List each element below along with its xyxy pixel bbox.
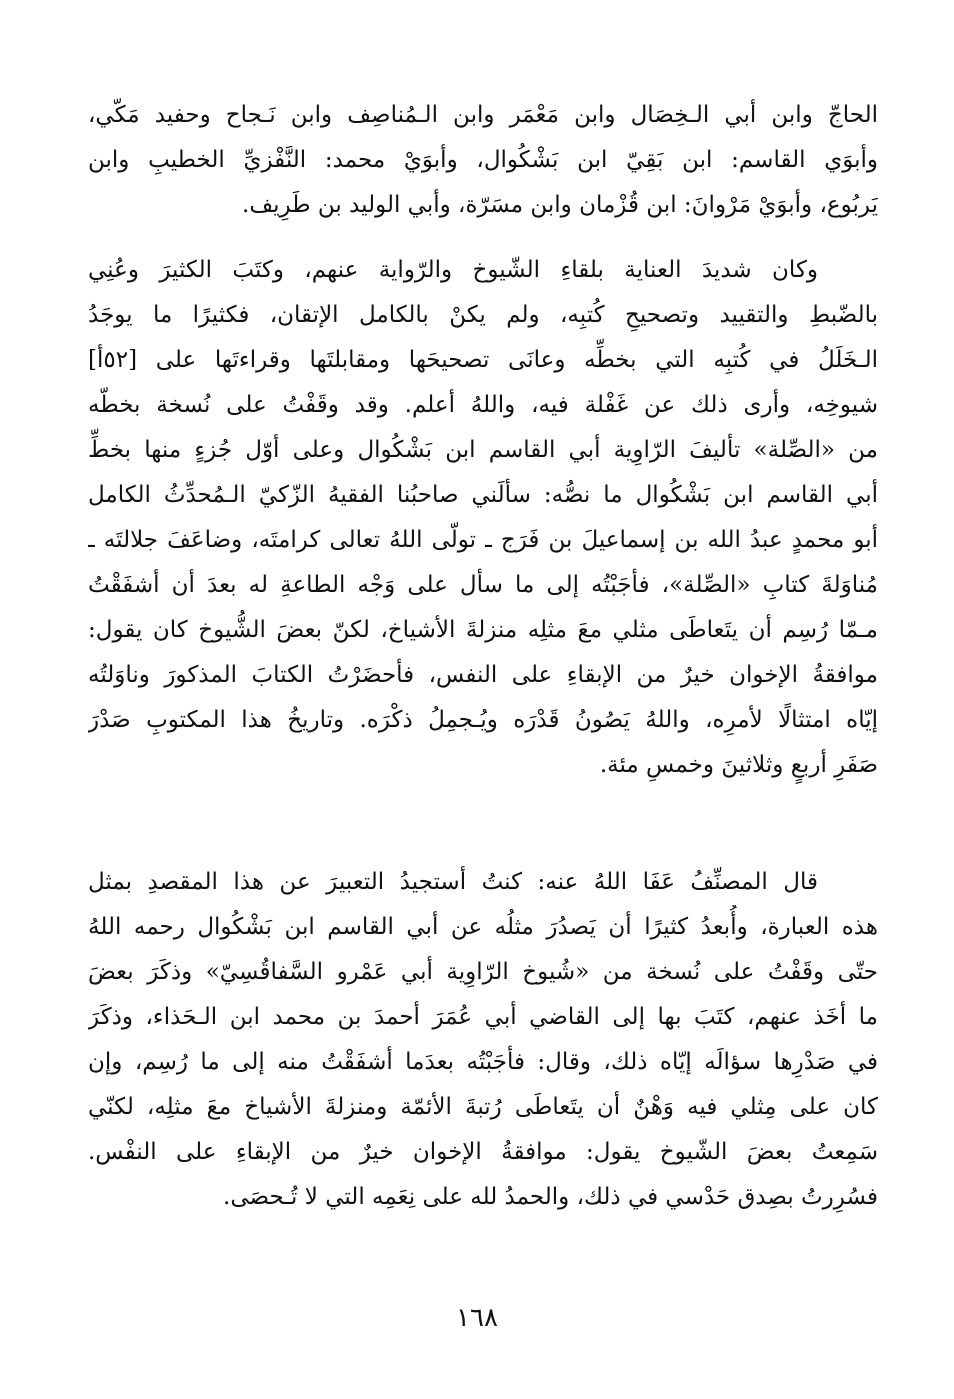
text-line: قال المصنِّفُ عَفَا اللهُ عنه: كنتُ أستجيدُ التعبيرَ عن هذا المقصدِ بمثل — [88, 869, 818, 895]
text-line: ما أخَذ عنهم، كتَبَ بها إلى القاضي أبي عُمَرَ أحمدَ بن محمد ابن الـحَذاء، وذكَرَ — [88, 1004, 878, 1030]
text-line: وكان شديدَ العناية بلقاءِ الشّيوخ والرّواية عنهم، وكتَبَ الكثيرَ وعُنِي — [88, 257, 818, 283]
text-line: من «الصِّلة» تأليفَ الرّاوِية أبي القاسم ابن بَشْكُوال وعلى أوّل جُزءٍ منها بخطِّ — [88, 437, 878, 463]
text-line: الـخَلَلُ في كُتبِه التي بخطِّه وعانَى تصحيحَها ومقابلتَها وقراءتَها على [٥٢أ] — [88, 347, 878, 373]
text-line: مُناوَلةَ كتابِ «الصِّلة»، فأجَبْتُه إلى ما سأل على وَجْه الطاعةِ له بعدَ أن أشفَقْتُ — [88, 572, 878, 598]
text-line: إيّاه امتثالًا لأمرِه، واللهُ يَصُونُ قَدْرَه ويُـجمِلُ ذكْرَه. وتاريخُ هذا المكتوبِ صَدْرَ — [88, 707, 878, 733]
paragraph-2 — [88, 248, 878, 788]
text-line: حتّى وقَفْتُ على نُسخة من «شُيوخ الرّاوِية أبي عَمْرو السَّفاقُسِيّ» وذكَرَ بعضَ — [88, 959, 878, 985]
text-line: سَمِعتُ بعضَ الشّيوخ يقول: موافقةُ الإخوان خيرٌ من الإبقاءِ على النفْس. — [88, 1139, 878, 1165]
text-line: بالضّبطِ والتقييد وتصحيحِ كُتبِه، ولم يكنْ بالكامل الإتقان، فكثيرًا ما يوجَدُ — [88, 302, 878, 328]
text-line: هذه العبارة، وأُبعدُ كثيرًا أن يَصدُرَ مثلُه عن أبي القاسم ابن بَشْكُوال رحمه اللهُ — [88, 914, 878, 940]
paragraph-3 — [88, 860, 878, 1220]
text-line: كان على مِثلي فيه وَهْنٌ أن يتَعاطَى رُتبةَ الأئمّة ومنزلةَ الأشياخ معَ مثلِه، لكنّي — [88, 1094, 878, 1120]
text-line: الحاجّ وابن أبي الـخِصَال وابن مَعْمَر وابن الـمُناصِف وابن نَـجاح وحفيد مَكّي، — [88, 102, 878, 128]
text-line: في صَدْرِها سؤالَه إيّاه ذلك، وقال: فأجَبْتُه بعدَما أشفَقْتُ منه إلى ما رُسِم، وإن — [88, 1049, 878, 1075]
text-line: فسُرِرتُ بصِدق حَدْسي في ذلك، والحمدُ لله على نِعَمِه التي لا تُـحصَى. — [223, 1184, 878, 1210]
paragraph-1 — [88, 93, 878, 228]
text-line: يَربُوع، وأبوَيْ مَرْوانَ: ابن قُزْمان وابن مسَرّة، وأبي الوليد بن طَرِيف. — [242, 192, 878, 218]
text-line: أبي القاسم ابن بَشْكُوال ما نصُّه: سألَني صاحبُنا الفقيهُ الزّكيّ الـمُحدِّثُ الكامل — [88, 482, 878, 508]
text-line: موافقةُ الإخوان خيرٌ من الإبقاءِ على النفس، فأحضَرْتُ الكتابَ المذكورَ وناوَلتُه — [88, 662, 878, 688]
text-line: شيوخِه، وأرى ذلك عن غَفْلة فيه، واللهُ أعلم. وقد وقَفْتُ على نُسخة بخطّه — [88, 392, 878, 418]
text-line: وأبوَي القاسم: ابن بَقِيّ ابن بَشْكُوال، وأبوَيْ محمد: النَّفْزيِّ الخطيبِ وابن — [88, 147, 878, 173]
text-line: صَفَرِ أربعٍ وثلاثينَ وخمسِ مئة. — [599, 752, 878, 778]
text-line: مـمّا رُسِم أن يتَعاطَى مثلي معَ مثلِه منزلةَ الأشياخ، لكنّ بعضَ الشُّيوخ كان يقول: — [88, 617, 878, 643]
text-line: أبو محمدٍ عبدُ الله بن إسماعيلَ بن فَرَج ـ تولّى اللهُ تعالى كرامتَه، وضاعَفَ جلالتَه ـ — [88, 527, 878, 553]
page-number: ١٦٨ — [456, 1303, 498, 1333]
